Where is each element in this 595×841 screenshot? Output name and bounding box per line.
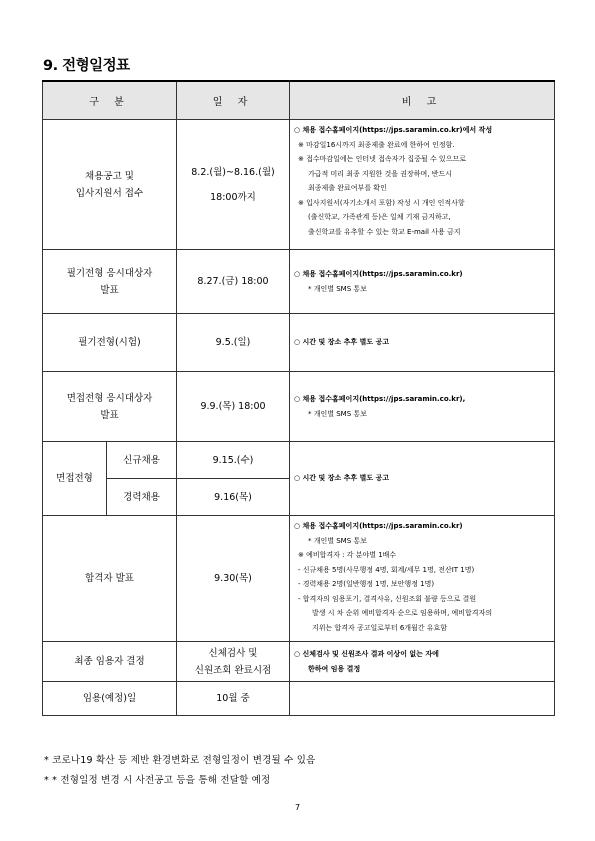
section-title: 9. 전형일정표 (43, 58, 130, 74)
row5-date1: 9.15.(수) (177, 442, 290, 479)
header-date: 일 자 (177, 81, 290, 120)
row5-category: 면접전형 (43, 442, 107, 516)
row2-notes: ○ 채용 접수홈페이지(https://jps.saramin.co.kr) * 개인별 SMS 통보 (290, 250, 555, 314)
row1-category: 채용공고 및 입사지원서 접수 (43, 120, 177, 250)
header-category: 구 분 (43, 81, 177, 120)
row6-date: 9.30(목) (177, 516, 290, 642)
row7-date: 신체검사 및 신원조회 완료시점 (177, 642, 290, 682)
row8-date: 10월 중 (177, 682, 290, 716)
row6-category: 합격자 발표 (43, 516, 177, 642)
table-row (43, 250, 555, 314)
table-row (43, 642, 555, 682)
row4-notes: ○ 채용 접수홈페이지(https://jps.saramin.co.kr), * 개인별 SMS 통보 (290, 372, 555, 442)
row7-notes: ○ 신체검사 및 신원조사 결과 이상이 없는 자에 한하여 임용 결정 (290, 642, 555, 682)
row8-category: 임용(예정)일 (43, 682, 177, 716)
row4-category: 면접전형 응시대상자 발표 (43, 372, 177, 442)
row4-date: 9.9.(목) 18:00 (177, 372, 290, 442)
table-row (43, 372, 555, 442)
table-row (43, 516, 555, 642)
row7-category: 최종 임용자 결정 (43, 642, 177, 682)
footnote-1: * 코로나19 확산 등 제반 환경변화로 전형일정이 변경될 수 있음 (44, 755, 316, 766)
footnote-2: * * 전형일정 변경 시 사전공고 등을 통해 전달할 예정 (44, 775, 271, 786)
schedule-table (42, 80, 555, 716)
table-row (43, 120, 555, 250)
table-row (43, 442, 555, 479)
table-header-row (43, 81, 555, 120)
row2-category: 필기전형 응시대상자 발표 (43, 250, 177, 314)
row2-date: 8.27.(금) 18:00 (177, 250, 290, 314)
row3-category: 필기전형(시험) (43, 314, 177, 372)
row1-date: 8.2.(월)~8.16.(월) 18:00까지 (177, 120, 290, 250)
row8-notes (290, 682, 555, 716)
table-row (43, 682, 555, 716)
row3-date: 9.5.(일) (177, 314, 290, 372)
row1-notes: ○ 채용 접수홈페이지(https://jps.saramin.co.kr)에서 작성 ※ 마감일16시까지 최종제출 완료에 한하여 인정함. ※ 접수마감일에는 인터넷 접속자가 집중될 수 있으므로 가급적 미리 최종 지원한 것을 권장하며, 반드시 최종제출 완료여부를 확인 ※ 입사지원서(자기소개서 포함) 작성 시 개인 인적사항 (출신학교, 가족관계 등)은 일체 기재 금지하고, 출신학교를 유추할 수 있는 학교 E-mail 사용 금지 (290, 120, 555, 250)
table-row (43, 314, 555, 372)
row5-date2: 9.16(목) (177, 479, 290, 516)
header-remarks: 비 고 (290, 81, 555, 120)
row6-notes: ○ 채용 접수홈페이지(https://jps.saramin.co.kr) * 개인별 SMS 통보 ※ 예비합격자 : 각 분야별 1배수 - 신규채용 5명(사무행정 4명, 회계/세무 1명, 전산IT 1명) - 경력채용 2명(일반행정 1명, 보안행정 1명) - 합격자의 임용포기, 결격사유, 신원조회 불량 등으로 결원 발생 시 차 순위 예비합격자 순으로 임용하며, 예비합격자의 지위는 합격자 공고일로부터 6개월간 유효함 (290, 516, 555, 642)
page-number: 7 (294, 803, 301, 812)
row5-sub1: 신규채용 (107, 442, 177, 479)
row5-notes: ○ 시간 및 장소 추후 별도 공고 (290, 442, 555, 516)
row3-notes: ○ 시간 및 장소 추후 별도 공고 (290, 314, 555, 372)
row5-sub2: 경력채용 (107, 479, 177, 516)
